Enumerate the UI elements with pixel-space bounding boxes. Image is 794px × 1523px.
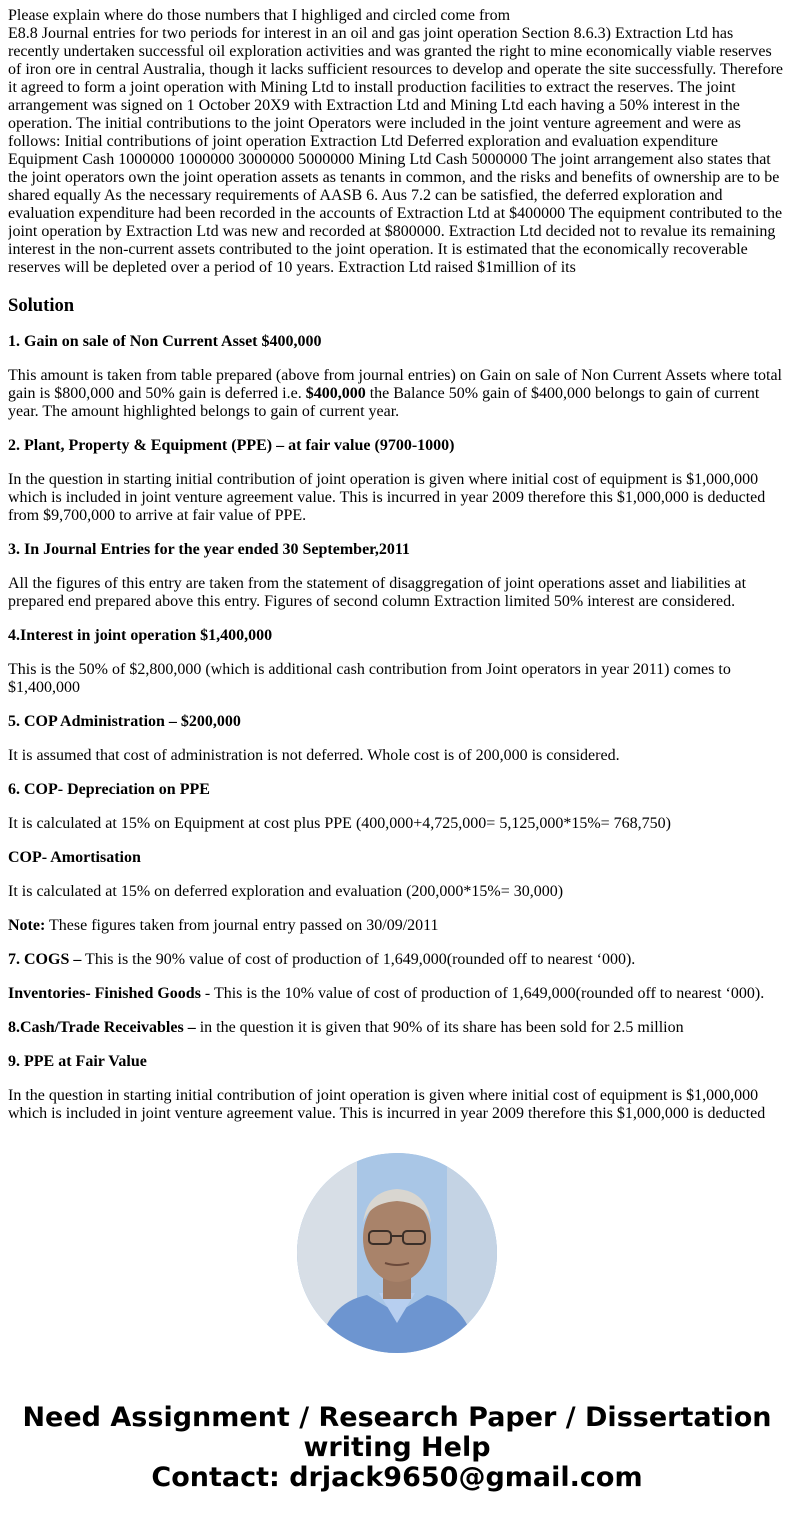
solution-item-6 [8, 781, 786, 935]
item-heading: COP- Amortisation [8, 849, 141, 866]
solution-item-9 [8, 1053, 786, 1123]
solution-item-2 [8, 437, 786, 525]
item-text: In the question in starting initial contribution of joint operation is given where initial cost of equipment is $1,000,000 which is included in joint venture agreement value. This is incurred in year 2009 therefore this $1,000,000 is deducted from $9,700,000 to arrive at fair value of PPE. [8, 471, 766, 524]
item-text [8, 1019, 786, 1037]
promo-contact: Contact: drjack9650@gmail.com [151, 1462, 643, 1493]
solution-item-8 [8, 1019, 786, 1037]
promo-line-1: Need Assignment / Research Paper / Dissertation [22, 1402, 772, 1433]
item-heading: 2. Plant, Property & Equipment (PPE) – at fair value (9700-1000) [8, 437, 455, 454]
author-avatar [297, 1153, 497, 1353]
text-span: These figures taken from journal entry passed on 30/09/2011 [45, 917, 439, 934]
question-block [8, 7, 786, 277]
solution-item-7 [8, 951, 786, 1003]
item-text [8, 951, 786, 969]
solution-heading: Solution [8, 295, 75, 316]
item-label: Inventories- Finished Goods [8, 985, 201, 1002]
note-label: Note: [8, 917, 46, 934]
solution-item-4 [8, 627, 786, 697]
promo-line-2: writing Help [303, 1432, 491, 1463]
item-text: All the figures of this entry are taken from the statement of disaggregation of joint operations asset and liabilities at prepared end prepared above this entry. Figures of second column Extraction limited 50% interest are considered. [8, 575, 747, 610]
text-span: This amount is taken from table prepared (above from journal entries) on Gain on sale of Non Current Assets where total gain is $800,000 and 50% gain is deferred i.e. [8, 367, 782, 402]
item-text: It is calculated at 15% on deferred exploration and evaluation (200,000*15%= 30,000) [8, 883, 564, 900]
solution-item-5 [8, 713, 786, 765]
highlighted-amount: $400,000 [305, 385, 366, 402]
solution-item-1 [8, 333, 786, 421]
item-heading: 4.Interest in joint operation $1,400,000 [8, 627, 273, 644]
item-heading: 5. COP Administration – $200,000 [8, 713, 241, 730]
item-heading: 6. COP- Depreciation on PPE [8, 781, 210, 798]
item-text: In the question in starting initial contribution of joint operation is given where initial cost of equipment is $1,000,000 which is included in joint venture agreement value. This is incurred in year 2009 therefore this $1,000,000 is deducted [8, 1087, 766, 1122]
item-text [8, 985, 786, 1003]
article-content [8, 7, 786, 1123]
text-span: the Balance 50% gain of $400,000 belongs to gain of current year. The amount highlighted belongs to gain of current year. [8, 385, 760, 420]
item-label: 8.Cash/Trade Receivables – [8, 1019, 196, 1036]
promo-banner [0, 1403, 794, 1493]
item-heading: 9. PPE at Fair Value [8, 1053, 147, 1070]
item-heading: 3. In Journal Entries for the year ended 30 September,2011 [8, 541, 410, 558]
avatar-photo [297, 1153, 497, 1353]
question-body: E8.8 Journal entries for two periods for interest in an oil and gas joint operation Section 8.6.3) Extraction Ltd has recently undertaken successful oil exploration activities and was granted the right to mine economically viable reserves of iron ore in central Australia, though it lacks sufficient resources to develop and operate the site successfully. Therefore it agreed to form a joint operation with Mining Ltd to install production facilities to extract the reserves. The joint arrangement was signed on 1 October 20X9 with Extraction Ltd and Mining Ltd each having a 50% interest in the operation. The initial contributions to the joint Operators were included in the joint venture agreement and were as follows: Initial contributions of joint operation Extraction Ltd Deferred exploration and evaluation expenditure Equipment Cash 1000000 1000000 3000000 5000000 Mining Ltd Cash 5000000 The joint arrangement also states that the joint operators own the joint operation assets as tenants in common, and the risks and benefits of ownership are to be shared equally As the necessary requirements of AASB 6. Aus 7.2 can be satisfied, the deferred exploration and evaluation expenditure had been recorded in the accounts of Extraction Ltd at $400000 The equipment contributed to the joint operation by Extraction Ltd was new and recorded at $800000. Extraction Ltd decided not to revalue its remaining interest in the non-current assets contributed to the joint operation. It is estimated that the economically recoverable reserves will be depleted over a period of 10 years. Extraction Ltd raised $1million of its [8, 25, 783, 276]
question-intro: Please explain where do those numbers that I highliged and circled come from [8, 7, 511, 24]
text-span: in the question it is given that 90% of its share has been sold for 2.5 million [195, 1019, 684, 1036]
note-text [8, 917, 786, 935]
text-span: This is the 90% value of cost of production of 1,649,000(rounded off to nearest ‘000). [81, 951, 636, 968]
solution-item-3 [8, 541, 786, 611]
item-text: It is assumed that cost of administration is not deferred. Whole cost is of 200,000 is considered. [8, 747, 620, 764]
item-text: This is the 50% of $2,800,000 (which is additional cash contribution from Joint operators in year 2011) comes to $1,400,000 [8, 661, 731, 696]
item-text: It is calculated at 15% on Equipment at cost plus PPE (400,000+4,725,000= 5,125,000*15%= 768,750) [8, 815, 671, 832]
item-label: 7. COGS – [8, 951, 82, 968]
item-heading: 1. Gain on sale of Non Current Asset $400,000 [8, 333, 322, 350]
item-text [8, 367, 786, 421]
text-span: - This is the 10% value of cost of production of 1,649,000(rounded off to nearest ‘000). [200, 985, 765, 1002]
